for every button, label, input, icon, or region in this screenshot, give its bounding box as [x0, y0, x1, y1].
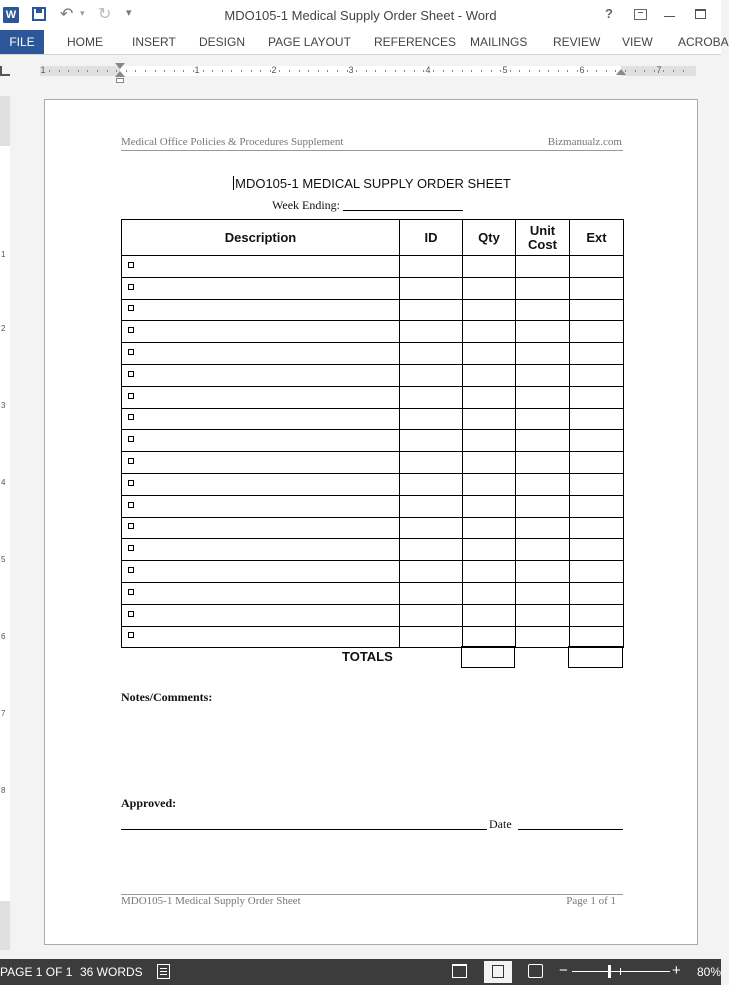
redo-icon[interactable]: ↻: [98, 6, 112, 23]
ruler-tick: [241, 70, 242, 72]
unit-cost-cell[interactable]: [516, 473, 570, 495]
ruler-tick: [289, 70, 290, 72]
qty-cell[interactable]: [463, 277, 516, 299]
description-cell[interactable]: [122, 517, 400, 539]
tab-view[interactable]: VIEW: [622, 35, 653, 49]
ext-cell[interactable]: [570, 277, 624, 299]
ext-cell[interactable]: [570, 626, 624, 648]
ruler-tick: [337, 70, 338, 72]
ruler-tick: [231, 70, 232, 72]
ruler-number: 3: [348, 65, 354, 75]
description-cell[interactable]: [122, 495, 400, 517]
qty-cell[interactable]: [463, 321, 516, 343]
qty-cell[interactable]: [463, 626, 516, 648]
ruler-tick: [318, 70, 319, 72]
ruler-tick: [529, 70, 530, 72]
checkbox-icon[interactable]: [128, 545, 134, 551]
id-cell[interactable]: [400, 452, 463, 474]
ruler-number: 2: [271, 65, 277, 75]
ruler-tick: [443, 70, 444, 72]
id-cell[interactable]: [400, 582, 463, 604]
ruler-tick: [414, 70, 415, 72]
column-header-id: ID: [400, 220, 463, 256]
checkbox-icon[interactable]: [128, 523, 134, 529]
checkbox-icon[interactable]: [128, 393, 134, 399]
ruler-number: 4: [425, 65, 431, 75]
id-cell[interactable]: [400, 604, 463, 626]
ruler-number: 1: [1, 250, 6, 259]
ext-cell[interactable]: [570, 256, 624, 278]
notes-label: Notes/Comments:: [121, 690, 213, 704]
ruler-tick: [462, 70, 463, 72]
qty-cell[interactable]: [463, 517, 516, 539]
zoom-level[interactable]: 80%: [697, 965, 722, 979]
ruler-tick: [644, 70, 645, 72]
qty-cell[interactable]: [463, 408, 516, 430]
unit-cost-cell[interactable]: [516, 539, 570, 561]
tab-mailings[interactable]: MAILINGS: [470, 35, 528, 49]
date-label: Date: [489, 817, 512, 831]
column-header-ext: Ext: [570, 220, 624, 256]
ruler-tick: [481, 70, 482, 72]
unit-cost-cell[interactable]: [516, 277, 570, 299]
ruler-number: 5: [1, 555, 6, 564]
document-page[interactable]: [44, 99, 698, 945]
unit-cost-cell[interactable]: [516, 626, 570, 648]
column-header-unit-cost: [516, 220, 570, 256]
ruler-tick: [673, 70, 674, 72]
ruler-tick: [654, 70, 655, 72]
ruler-tick: [59, 70, 60, 72]
ruler-tick: [347, 70, 348, 72]
description-cell[interactable]: [122, 604, 400, 626]
checkbox-icon[interactable]: [128, 567, 134, 573]
table-row: [122, 408, 624, 430]
ribbon-divider: [0, 54, 721, 55]
ruler-tick: [327, 70, 328, 72]
ruler-tick: [587, 70, 588, 72]
tab-review[interactable]: REVIEW: [553, 35, 601, 49]
form-title-text: MDO105-1 MEDICAL SUPPLY ORDER SHEET: [235, 176, 511, 191]
ruler-tick: [212, 70, 213, 72]
id-cell[interactable]: [400, 256, 463, 278]
tab-file[interactable]: FILE: [0, 30, 44, 54]
ext-cell[interactable]: [570, 452, 624, 474]
unit-cost-cell[interactable]: [516, 321, 570, 343]
horizontal-ruler[interactable]: [0, 58, 721, 84]
table-row: [122, 321, 624, 343]
id-cell[interactable]: [400, 430, 463, 452]
id-cell[interactable]: [400, 343, 463, 365]
tab-selector-icon[interactable]: [0, 66, 10, 76]
table-row: [122, 256, 624, 278]
checkbox-icon[interactable]: [128, 327, 134, 333]
ruler-number: 5: [502, 65, 508, 75]
unit-cost-cell[interactable]: [516, 364, 570, 386]
undo-icon[interactable]: ↶: [60, 6, 74, 23]
ruler-number: 7: [656, 65, 662, 75]
checkbox-icon[interactable]: [128, 305, 134, 311]
text-cursor: [233, 176, 234, 190]
ruler-tick: [193, 70, 194, 72]
qty-total-cell[interactable]: [461, 646, 515, 668]
ruler-tick: [183, 70, 184, 72]
week-ending-blank[interactable]: [343, 199, 463, 211]
id-cell[interactable]: [400, 321, 463, 343]
ruler-tick: [423, 70, 424, 72]
ruler-tick: [270, 70, 271, 72]
ruler-tick: [510, 70, 511, 72]
description-cell[interactable]: [122, 452, 400, 474]
table-row: [122, 561, 624, 583]
table-row: [122, 430, 624, 452]
ruler-tick: [107, 70, 108, 72]
date-line[interactable]: [518, 829, 623, 830]
ruler-tick: [433, 70, 434, 72]
ruler-tick: [126, 70, 127, 72]
week-ending-label: Week Ending:: [272, 198, 341, 212]
ext-cell[interactable]: [570, 321, 624, 343]
description-cell[interactable]: [122, 473, 400, 495]
ruler-tick: [567, 70, 568, 72]
checkbox-icon[interactable]: [128, 458, 134, 464]
qty-cell[interactable]: [463, 582, 516, 604]
ruler-tick: [49, 70, 50, 72]
ext-cell[interactable]: [570, 604, 624, 626]
checkbox-icon[interactable]: [128, 480, 134, 486]
ext-cell[interactable]: [570, 299, 624, 321]
footer-left-text: MDO105-1 Medical Supply Order Sheet: [121, 895, 301, 907]
ruler-tick: [174, 70, 175, 72]
ruler-tick: [539, 70, 540, 72]
table-row: [122, 386, 624, 408]
unit-cost-cell[interactable]: [516, 343, 570, 365]
id-cell[interactable]: [400, 517, 463, 539]
description-cell[interactable]: [122, 582, 400, 604]
ext-cell[interactable]: [570, 495, 624, 517]
ext-cell[interactable]: [570, 343, 624, 365]
description-cell[interactable]: [122, 561, 400, 583]
header-rule: [121, 150, 623, 151]
description-cell[interactable]: [122, 343, 400, 365]
description-cell[interactable]: [122, 277, 400, 299]
window-title: MDO105-1 Medical Supply Order Sheet - Word: [224, 8, 497, 23]
print-layout-icon[interactable]: [484, 961, 512, 983]
qty-cell[interactable]: [463, 495, 516, 517]
ext-cell[interactable]: [570, 582, 624, 604]
zoom-slider[interactable]: [572, 971, 670, 972]
qty-cell[interactable]: [463, 452, 516, 474]
ruler-tick: [548, 70, 549, 72]
unit-cost-cell[interactable]: [516, 386, 570, 408]
form-title[interactable]: [45, 176, 699, 191]
ruler-tick: [577, 70, 578, 72]
ruler-tick: [356, 70, 357, 72]
unit-cost-cell[interactable]: [516, 430, 570, 452]
ruler-number: 6: [579, 65, 585, 75]
column-header-description: Description: [122, 220, 400, 256]
id-cell[interactable]: [400, 277, 463, 299]
tab-design[interactable]: DESIGN: [199, 35, 246, 49]
table-row: [122, 517, 624, 539]
tab-page-layout[interactable]: PAGE LAYOUT: [268, 35, 351, 49]
ruler-tick: [519, 70, 520, 72]
ruler-tick: [500, 70, 501, 72]
signature-line[interactable]: [121, 829, 487, 830]
ruler-tick: [164, 70, 165, 72]
qty-cell[interactable]: [463, 343, 516, 365]
order-table: [121, 219, 624, 648]
checkbox-icon[interactable]: [128, 284, 134, 290]
id-cell[interactable]: [400, 561, 463, 583]
ruler-number: 3: [1, 401, 6, 410]
id-cell[interactable]: [400, 364, 463, 386]
title-bar: [0, 0, 721, 30]
proofing-icon[interactable]: [157, 964, 170, 979]
table-row: [122, 604, 624, 626]
header-left-text: Medical Office Policies & Procedures Supplement: [121, 136, 344, 148]
ext-cell[interactable]: [570, 539, 624, 561]
ruler-number: 4: [1, 478, 6, 487]
table-row: [122, 473, 624, 495]
ext-cell[interactable]: [570, 517, 624, 539]
ruler-tick: [135, 70, 136, 72]
ext-total-cell[interactable]: [568, 646, 623, 668]
table-row: [122, 364, 624, 386]
checkbox-icon[interactable]: [128, 371, 134, 377]
checkbox-icon[interactable]: [128, 349, 134, 355]
table-row: [122, 582, 624, 604]
ruler-tick: [683, 70, 684, 72]
header-right-text: Bizmanualz.com: [547, 136, 622, 148]
unit-cost-label: Unit Cost: [528, 222, 557, 252]
ruler-tick: [299, 70, 300, 72]
description-cell[interactable]: [122, 386, 400, 408]
maximize-button[interactable]: [695, 9, 706, 19]
ruler-tick: [452, 70, 453, 72]
right-indent-marker[interactable]: [616, 69, 626, 75]
read-mode-icon[interactable]: [452, 964, 467, 978]
description-cell[interactable]: [122, 539, 400, 561]
unit-cost-cell[interactable]: [516, 561, 570, 583]
help-button[interactable]: ?: [605, 6, 613, 21]
qty-cell[interactable]: [463, 364, 516, 386]
ruler-number: 8: [1, 786, 6, 795]
ribbon-tabs: [0, 30, 729, 54]
tab-insert[interactable]: INSERT: [132, 35, 176, 49]
ruler-tick: [87, 70, 88, 72]
ruler-tick: [395, 70, 396, 72]
week-ending-field[interactable]: [272, 198, 463, 213]
checkbox-icon[interactable]: [128, 436, 134, 442]
tab-home[interactable]: HOME: [67, 35, 103, 49]
indent-marker[interactable]: [115, 63, 125, 83]
ruler-tick: [78, 70, 79, 72]
web-layout-icon[interactable]: [528, 964, 543, 978]
description-cell[interactable]: [122, 408, 400, 430]
checkbox-icon[interactable]: [128, 262, 134, 268]
id-cell[interactable]: [400, 386, 463, 408]
ruler-tick: [471, 70, 472, 72]
ext-cell[interactable]: [570, 561, 624, 583]
word-app-icon[interactable]: W: [3, 7, 19, 23]
id-cell[interactable]: [400, 539, 463, 561]
ruler-tick: [308, 70, 309, 72]
table-row: [122, 343, 624, 365]
table-header-row: [122, 220, 624, 256]
qty-cell[interactable]: [463, 561, 516, 583]
zoom-slider-center-tick: [620, 968, 621, 975]
undo-dropdown-icon[interactable]: ▾: [80, 8, 85, 18]
ruler-number: 6: [1, 632, 6, 641]
word-count-status[interactable]: 36 WORDS: [80, 965, 143, 979]
ruler-tick: [260, 70, 261, 72]
table-row: [122, 277, 624, 299]
description-cell[interactable]: [122, 626, 400, 648]
unit-cost-cell[interactable]: [516, 582, 570, 604]
qty-cell[interactable]: [463, 256, 516, 278]
qty-cell[interactable]: [463, 604, 516, 626]
ruler-tick: [366, 70, 367, 72]
ruler-tick: [375, 70, 376, 72]
ext-cell[interactable]: [570, 364, 624, 386]
tab-acrobat[interactable]: ACROBA: [678, 35, 729, 49]
footer-right-text: Page 1 of 1: [566, 895, 616, 907]
ruler-tick: [606, 70, 607, 72]
description-cell[interactable]: [122, 364, 400, 386]
ext-cell[interactable]: [570, 408, 624, 430]
id-cell[interactable]: [400, 408, 463, 430]
page-count-status[interactable]: PAGE 1 OF 1: [0, 965, 73, 979]
qty-cell[interactable]: [463, 473, 516, 495]
checkbox-icon[interactable]: [128, 632, 134, 638]
qty-cell[interactable]: [463, 430, 516, 452]
table-row: [122, 539, 624, 561]
ext-cell[interactable]: [570, 386, 624, 408]
ruler-number: 1: [40, 65, 46, 75]
totals-label: TOTALS: [342, 649, 393, 664]
ruler-tick: [491, 70, 492, 72]
id-cell[interactable]: [400, 473, 463, 495]
ruler-tick: [635, 70, 636, 72]
id-cell[interactable]: [400, 299, 463, 321]
checkbox-icon[interactable]: [128, 589, 134, 595]
ext-cell[interactable]: [570, 430, 624, 452]
ribbon-display-options-button[interactable]: [634, 9, 647, 20]
ext-cell[interactable]: [570, 473, 624, 495]
tab-references[interactable]: REFERENCES: [374, 35, 457, 49]
zoom-in-button[interactable]: +: [672, 962, 681, 979]
ruler-tick: [404, 70, 405, 72]
checkbox-icon[interactable]: [128, 414, 134, 420]
description-cell[interactable]: [122, 430, 400, 452]
description-cell[interactable]: [122, 299, 400, 321]
unit-cost-cell[interactable]: [516, 517, 570, 539]
table-row: [122, 626, 624, 648]
table-row: [122, 299, 624, 321]
ruler-tick: [203, 70, 204, 72]
unit-cost-cell[interactable]: [516, 452, 570, 474]
status-bar: [0, 959, 721, 985]
description-cell[interactable]: [122, 321, 400, 343]
ruler-tick: [558, 70, 559, 72]
ruler-tick: [145, 70, 146, 72]
ruler-number: 2: [1, 324, 6, 333]
ruler-tick: [251, 70, 252, 72]
vertical-ruler[interactable]: [0, 96, 10, 950]
table-row: [122, 452, 624, 474]
ruler-tick: [596, 70, 597, 72]
table-row: [122, 495, 624, 517]
customize-quick-access-icon[interactable]: ▾: [126, 7, 132, 19]
ruler-number: 1: [194, 65, 200, 75]
zoom-slider-thumb[interactable]: [608, 965, 611, 978]
unit-cost-cell[interactable]: [516, 495, 570, 517]
ruler-tick: [155, 70, 156, 72]
minimize-button[interactable]: [664, 16, 675, 17]
id-cell[interactable]: [400, 495, 463, 517]
ruler-tick: [68, 70, 69, 72]
description-cell[interactable]: [122, 256, 400, 278]
unit-cost-cell[interactable]: [516, 604, 570, 626]
column-header-qty: Qty: [463, 220, 516, 256]
ruler-number: 7: [1, 709, 6, 718]
unit-cost-cell[interactable]: [516, 299, 570, 321]
qty-cell[interactable]: [463, 299, 516, 321]
unit-cost-cell[interactable]: [516, 256, 570, 278]
ruler-tick: [97, 70, 98, 72]
id-cell[interactable]: [400, 626, 463, 648]
qty-cell[interactable]: [463, 386, 516, 408]
qty-cell[interactable]: [463, 539, 516, 561]
ruler-tick: [663, 70, 664, 72]
unit-cost-cell[interactable]: [516, 408, 570, 430]
ruler-tick: [222, 70, 223, 72]
checkbox-icon[interactable]: [128, 502, 134, 508]
approved-label: Approved:: [121, 796, 177, 810]
ruler-tick: [279, 70, 280, 72]
zoom-out-button[interactable]: −: [559, 962, 568, 979]
ruler-tick: [385, 70, 386, 72]
checkbox-icon[interactable]: [128, 611, 134, 617]
